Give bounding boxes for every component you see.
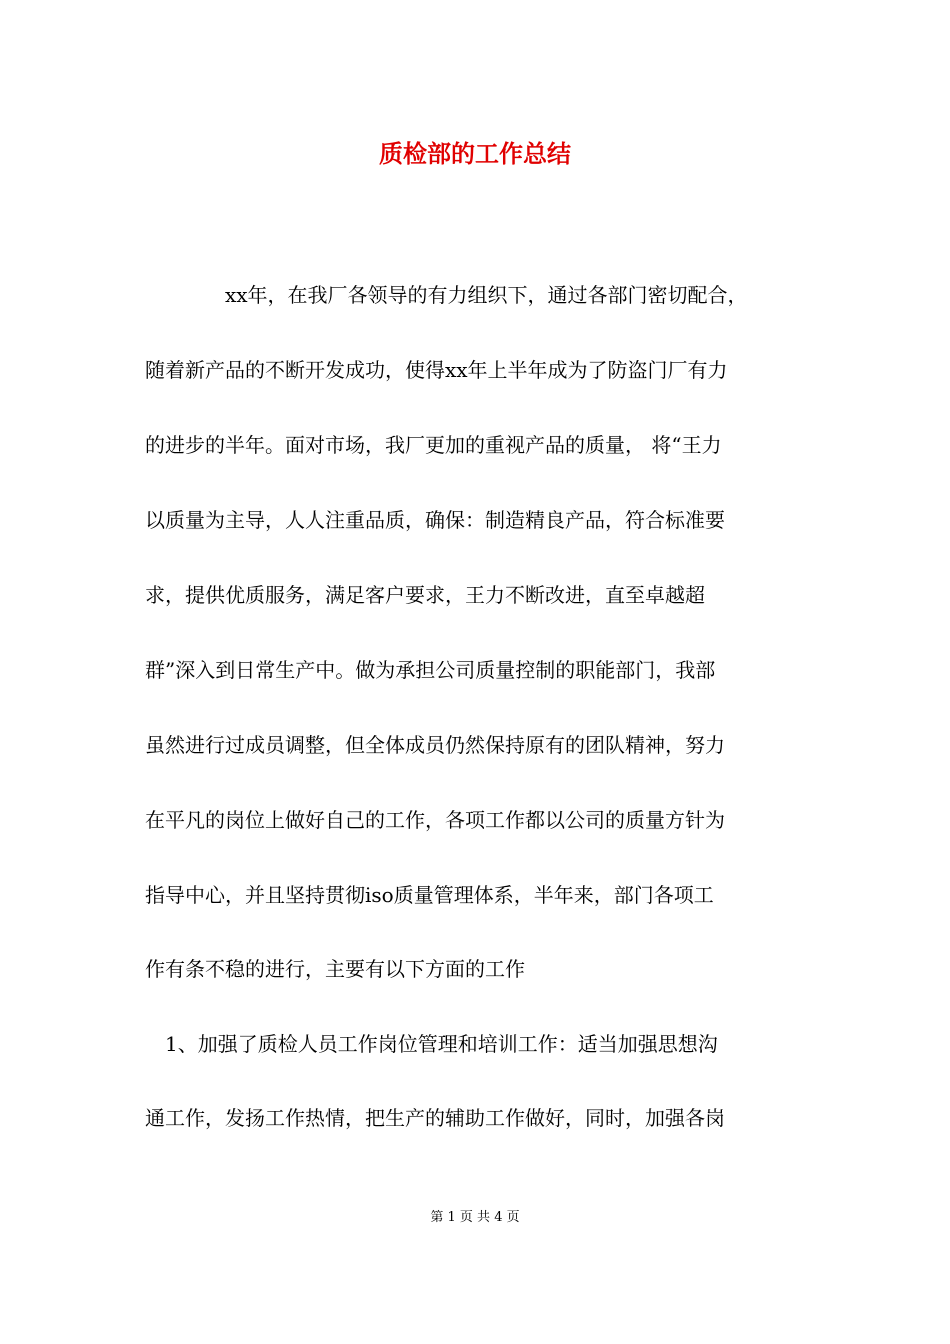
paragraph-line: 作有条不稳的进行，主要有以下方面的工作 bbox=[145, 957, 525, 981]
page-footer: 第 1 页 共 4 页 bbox=[430, 1210, 520, 1225]
paragraph-line: 的进步的半年。面对市场，我厂更加的重视产品的质量， 将“王力 bbox=[145, 433, 722, 457]
paragraph-line: 虽然进行过成员调整，但全体成员仍然保持原有的团队精神，努力 bbox=[145, 733, 725, 757]
paragraph-line: xx年，在我厂各领导的有力组织下，通过各部门密切配合， bbox=[145, 283, 748, 307]
paragraph-line: 通工作，发扬工作热情，把生产的辅助工作做好，同时，加强各岗 bbox=[145, 1106, 725, 1130]
paragraph-line: 群”深入到日常生产中。做为承担公司质量控制的职能部门，我部 bbox=[145, 658, 716, 682]
paragraph-line: 指导中心，并且坚持贯彻iso质量管理体系，半年来，部门各项工 bbox=[145, 883, 714, 907]
paragraph-line: 随着新产品的不断开发成功，使得xx年上半年成为了防盗门厂有力 bbox=[145, 358, 728, 382]
paragraph-line: 以质量为主导，人人注重品质，确保：制造精良产品，符合标准要 bbox=[145, 508, 725, 532]
paragraph-line: 在平凡的岗位上做好自己的工作，各项工作都以公司的质量方针为 bbox=[145, 808, 725, 832]
paragraph-line: 1、加强了质检人员工作岗位管理和培训工作：适当加强思想沟 bbox=[145, 1032, 718, 1056]
document-title: 质检部的工作总结 bbox=[379, 140, 571, 168]
paragraph-line: 求，提供优质服务，满足客户要求，王力不断改进，直至卓越超 bbox=[145, 583, 705, 607]
